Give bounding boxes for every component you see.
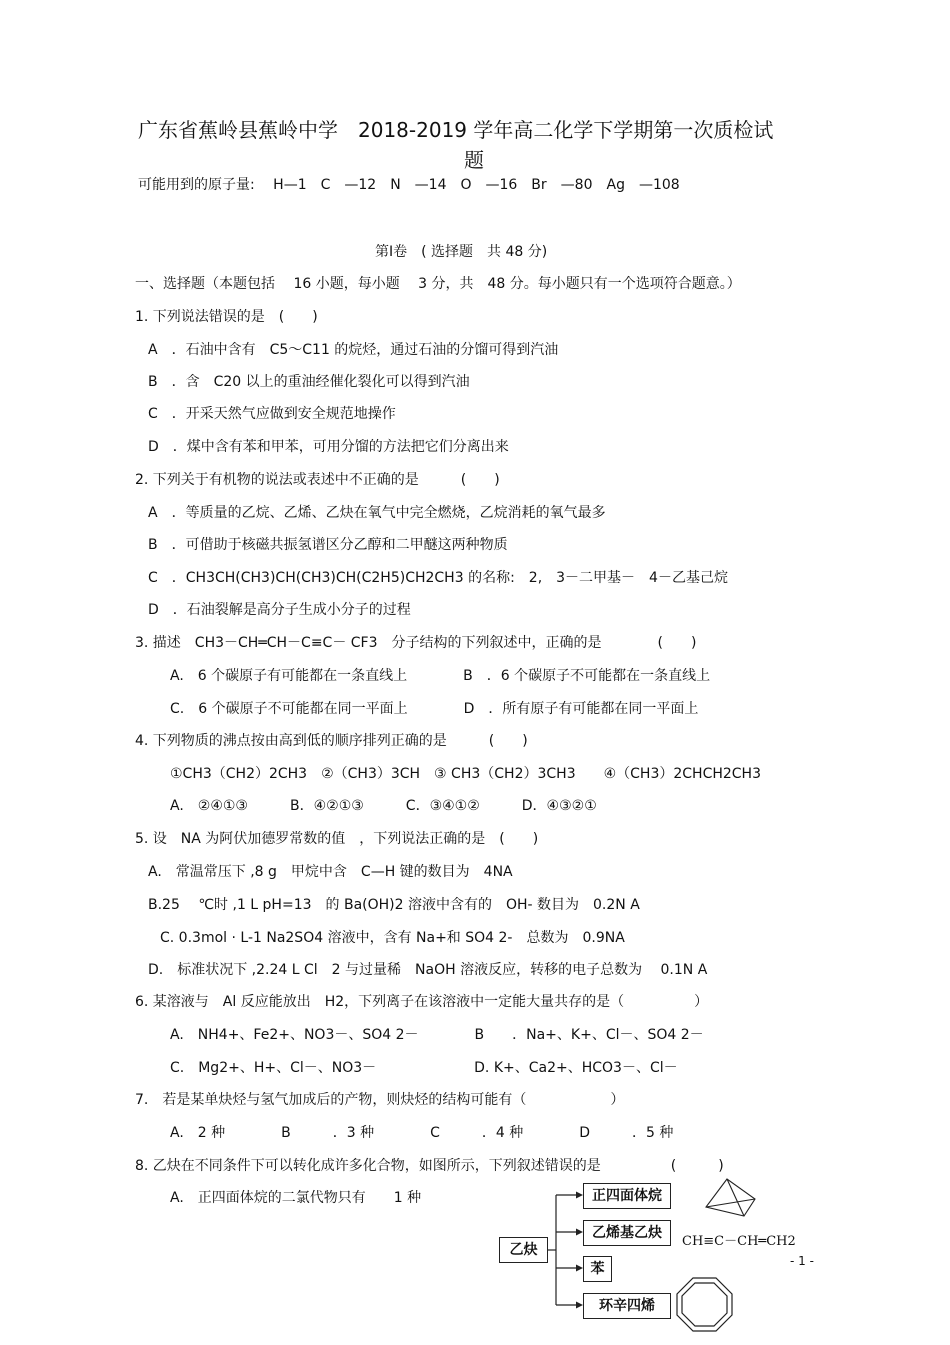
question-1: 1. 下列说法错误的是 ( ) [135,309,318,325]
option-1b: B ．含 C20 以上的重油经催化裂化可以得到汽油 [148,374,470,390]
title-line1: 广东省蕉岭县蕉岭中学 2018-2019 学年高二化学下学期第一次质检试 [138,118,774,142]
tetrahedrane-structure [706,1179,755,1216]
option-3ab: A. 6 个碳原子有可能都在一条直线上 B ．6 个碳原子不可能都在一条直线上 [170,668,711,684]
option-5d: D. 标准状况下 ,2.24 L Cl 2 与过量稀 NaOH 溶液反应，转移的电子总数为 0.1N A [148,962,708,978]
option-1a: A ．石油中含有 C5～C11 的烷烃，通过石油的分馏可得到汽油 [148,342,559,358]
question-5: 5. 设 NA 为阿伏加德罗常数的值 ，下列说法正确的是 ( ) [135,831,539,847]
question-8: 8. 乙炔在不同条件下可以转化成许多化合物，如图所示，下列叙述错误的是 ( ) [135,1158,724,1174]
question-6: 6. 某溶液与 Al 反应能放出 H2，下列离子在该溶液中一定能大量共存的是（ ） [135,994,709,1010]
title-line2: 题 [464,148,484,172]
vinylacetylene-formula: CH≡C－CH═CH2 [682,1234,796,1249]
question-4-substances: ①CH3（CH2）2CH3 ②（CH3）3CH ③ CH3（CH2）3CH3 ④（CH3）2CHCH2CH3 [170,766,761,782]
option-5a: A. 常温常压下 ,8 g 甲烷中含 C—H 键的数目为 4NA [148,864,513,880]
option-2b: B ．可借助于核磁共振氢谱区分乙醇和二甲醚这两种物质 [148,537,508,553]
option-2d: D ．石油裂解是高分子生成小分子的过程 [148,602,411,618]
cyclooctatetraene-box: 环辛四烯 [583,1293,671,1319]
section-instruction: 一、选择题（本题包括 16 小题，每小题 3 分，共 48 分。每小题只有一个选项符合题意。） [135,276,741,292]
option-3cd: C. 6 个碳原子不可能都在同一平面上 D ．所有原子有可能都在同一平面上 [170,701,699,717]
cyclooctatetraene-structure [677,1278,732,1331]
atomic-masses: 可能用到的原子量: H—1 C —12 N —14 O —16 Br —80 Ag —108 [138,177,680,193]
option-4: A. ②④①③ B．④②①③ C．③④①② D．④③②① [170,798,597,814]
option-8a: A. 正四面体烷的二氯代物只有 1 种 [170,1190,422,1206]
vinylacetylene-box: 乙烯基乙炔 [583,1220,671,1246]
tetrahedrane-box: 正四面体烷 [583,1183,671,1209]
option-6ab: A. NH4+、Fe2+、NO3－、SO4 2－ B ．Na+、K+、Cl－、SO4 2－ [170,1027,704,1043]
option-2a: A ．等质量的乙烷、乙烯、乙炔在氧气中完全燃烧，乙烷消耗的氧气最多 [148,505,606,521]
question-2: 2. 下列关于有机物的说法或表述中不正确的是 ( ) [135,472,500,488]
question-7: 7. 若是某单炔烃与氢气加成后的产物，则炔烃的结构可能有（ ） [135,1092,625,1108]
option-6cd: C. Mg2+、H+、Cl－、NO3－ D. K+、Ca2+、HCO3－、Cl－ [170,1060,678,1076]
option-1c: C ．开采天然气应做到安全规范地操作 [148,406,396,422]
page-number: - 1 - [790,1254,814,1268]
question-3: 3. 描述 CH3－CH═CH－C≡C－ CF3 分子结构的下列叙述中，正确的是 ( ) [135,635,697,651]
acetylene-box: 乙炔 [499,1237,548,1263]
option-5b: B.25 ℃时 ,1 L pH=13 的 Ba(OH)2 溶液中含有的 OH- 数目为 0.2N A [148,897,640,913]
option-7: A. 2 种 B ．3 种 C ．4 种 D ．5 种 [170,1125,674,1141]
section-title: 第Ⅰ卷 ( 选择题 共 48 分) [375,244,548,260]
option-5c: C. 0.3mol · L-1 Na2SO4 溶液中，含有 Na+和 SO4 2- 总数为 0.9NA [160,930,625,946]
option-2c: C ．CH3CH(CH3)CH(CH3)CH(C2H5)CH2CH3 的名称: 2, 3－二甲基－ 4－乙基己烷 [148,570,728,586]
option-1d: D ．煤中含有苯和甲苯，可用分馏的方法把它们分离出来 [148,439,509,455]
question-4: 4. 下列物质的沸点按由高到低的顺序排列正确的是 ( ) [135,733,528,749]
benzene-box: 苯 [583,1256,612,1282]
